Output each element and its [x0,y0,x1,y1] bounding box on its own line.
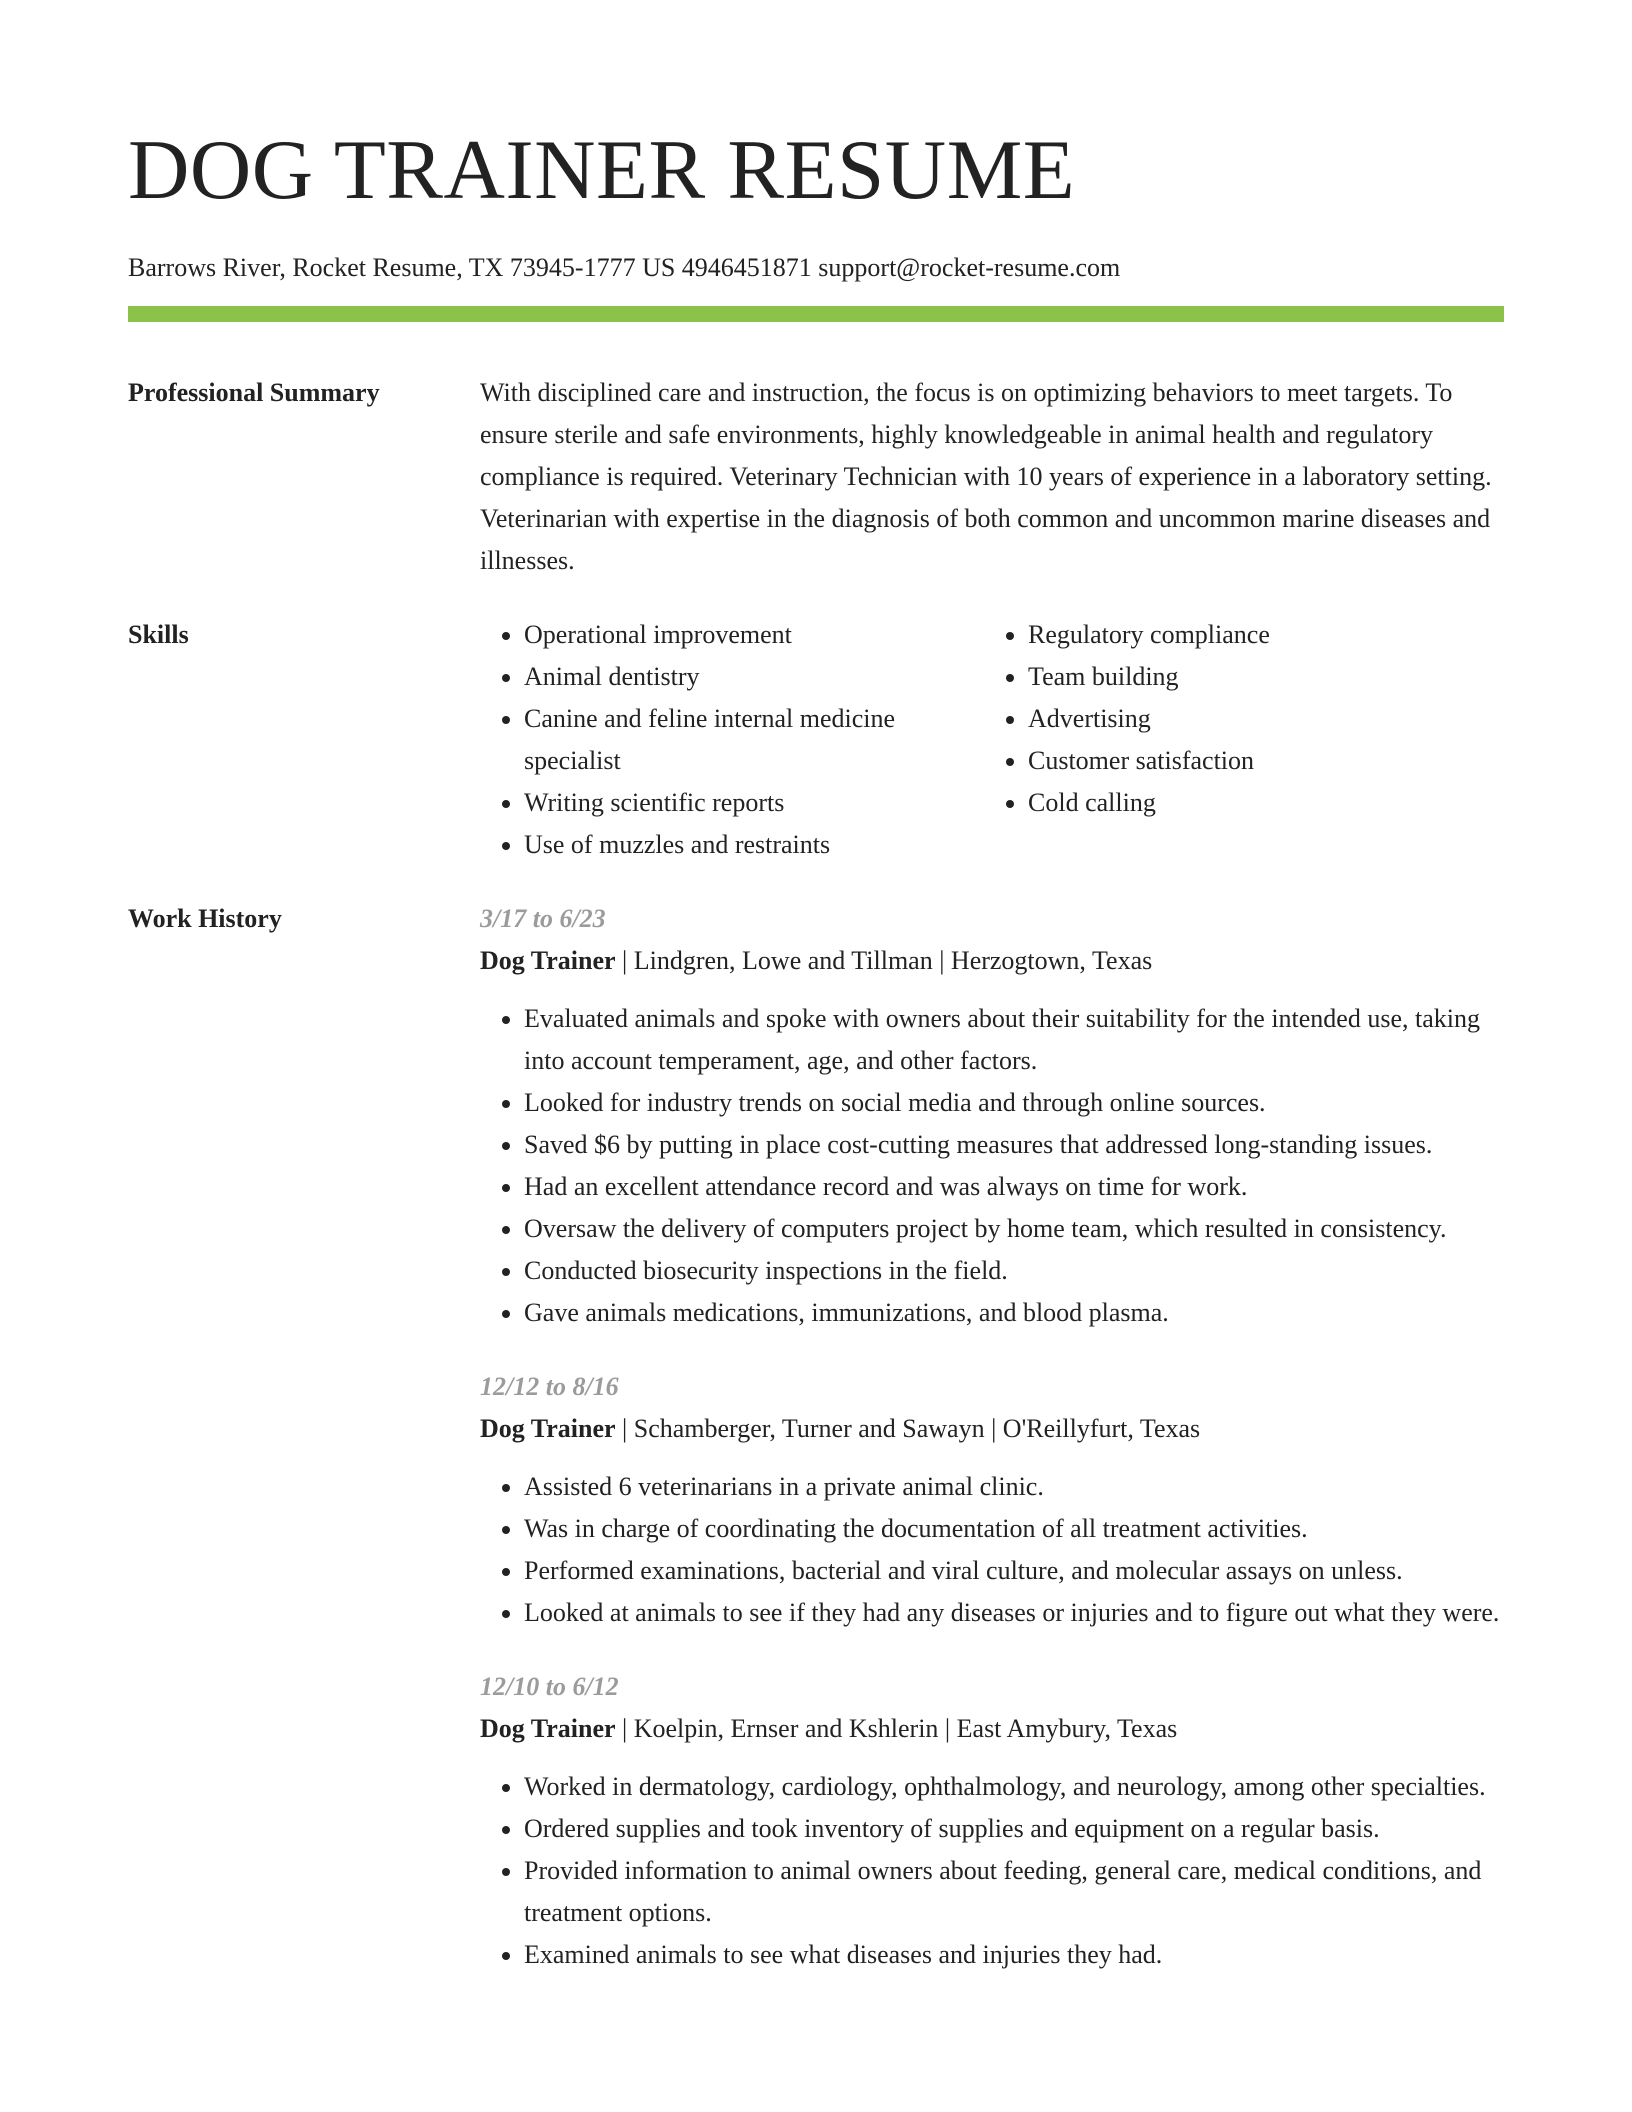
work-history-body [480,898,1504,1976]
skill-item: • Operational improvement [524,614,984,656]
job-dates: 12/12 to 8/16 [480,1372,619,1401]
skill-item: • Writing scientific reports [524,782,984,824]
skills-list-right [984,614,1504,866]
skill-item: • Canine and feline internal medicine specialist [524,698,984,782]
job-dates: 12/10 to 6/12 [480,1672,619,1701]
skill-item: • Team building [1028,656,1504,698]
job-title: Dog Trainer [480,1414,616,1443]
job-bullet: • Evaluated animals and spoke with owners about their suitability for the intended use, taking into account temperament, age, and other factors. [524,998,1504,1082]
job-bullet: • Gave animals medications, immunizations, and blood plasma. [524,1292,1504,1334]
job-bullet: • Assisted 6 veterinarians in a private animal clinic. [524,1466,1504,1508]
skills-body [480,614,1504,866]
job-bullets [480,1466,1504,1634]
job-bullet: • Had an excellent attendance record and was always on time for work. [524,1166,1504,1208]
summary-body [480,372,1504,582]
skills-list-left [480,614,984,866]
job-dates: 3/17 to 6/23 [480,904,606,933]
section-label-skills: Skills [128,620,189,649]
job-bullet: • Worked in dermatology, cardiology, ophthalmology, and neurology, among other specialties. [524,1766,1504,1808]
job-entry [480,1666,1504,1976]
job-heading [480,940,1504,982]
job-bullets [480,998,1504,1334]
summary-text: With disciplined care and instruction, the focus is on optimizing behaviors to meet targets. To ensure sterile and safe environments, highly knowledgeable in animal health and regulatory compliance is required. Veterinary Technician with 10 years of experience in a laboratory setting. Veterinarian with expertise in the diagnosis of both common and uncommon marine diseases and illnesses. [480,378,1492,575]
job-details: | Schamberger, Turner and Sawayn | O'Reillyfurt, Texas [615,1414,1201,1443]
job-bullet: • Examined animals to see what diseases and injuries they had. [524,1934,1504,1976]
skills-section [128,614,1504,866]
professional-summary-section [128,372,1504,582]
job-bullet: • Oversaw the delivery of computers project by home team, which resulted in consistency. [524,1208,1504,1250]
section-label-summary: Professional Summary [128,378,380,407]
job-bullet: • Was in charge of coordinating the documentation of all treatment activities. [524,1508,1504,1550]
job-heading [480,1708,1504,1750]
skill-item: • Use of muzzles and restraints [524,824,984,866]
job-details: | Koelpin, Ernser and Kshlerin | East Amybury, Texas [615,1714,1178,1743]
skill-item: • Regulatory compliance [1028,614,1504,656]
job-bullet: • Saved $6 by putting in place cost-cutting measures that addressed long-standing issues. [524,1124,1504,1166]
skill-item: • Cold calling [1028,782,1504,824]
job-bullet: • Provided information to animal owners about feeding, general care, medical conditions, and treatment options. [524,1850,1504,1934]
job-bullets [480,1766,1504,1976]
work-history-section [128,898,1504,1976]
resume-title: DOG TRAINER RESUME [128,123,1076,217]
skill-item: • Customer satisfaction [1028,740,1504,782]
skill-item: • Animal dentistry [524,656,984,698]
job-bullet: • Conducted biosecurity inspections in the field. [524,1250,1504,1292]
section-label-work-history: Work History [128,904,282,933]
job-details: | Lindgren, Lowe and Tillman | Herzogtown, Texas [615,946,1153,975]
job-entry [480,1366,1504,1634]
job-title: Dog Trainer [480,946,616,975]
job-title: Dog Trainer [480,1714,616,1743]
accent-divider [128,306,1504,322]
job-bullet: • Performed examinations, bacterial and viral culture, and molecular assays on unless. [524,1550,1504,1592]
job-heading [480,1408,1504,1450]
job-bullet: • Looked at animals to see if they had any diseases or injuries and to figure out what they were. [524,1592,1504,1634]
job-entry [480,898,1504,1334]
contact-line: Barrows River, Rocket Resume, TX 73945-1777 US 4946451871 support@rocket-resume.com [128,253,1121,282]
job-bullet: • Looked for industry trends on social media and through online sources. [524,1082,1504,1124]
job-bullet: • Ordered supplies and took inventory of supplies and equipment on a regular basis. [524,1808,1504,1850]
resume-page [128,0,1504,1976]
skill-item: • Advertising [1028,698,1504,740]
